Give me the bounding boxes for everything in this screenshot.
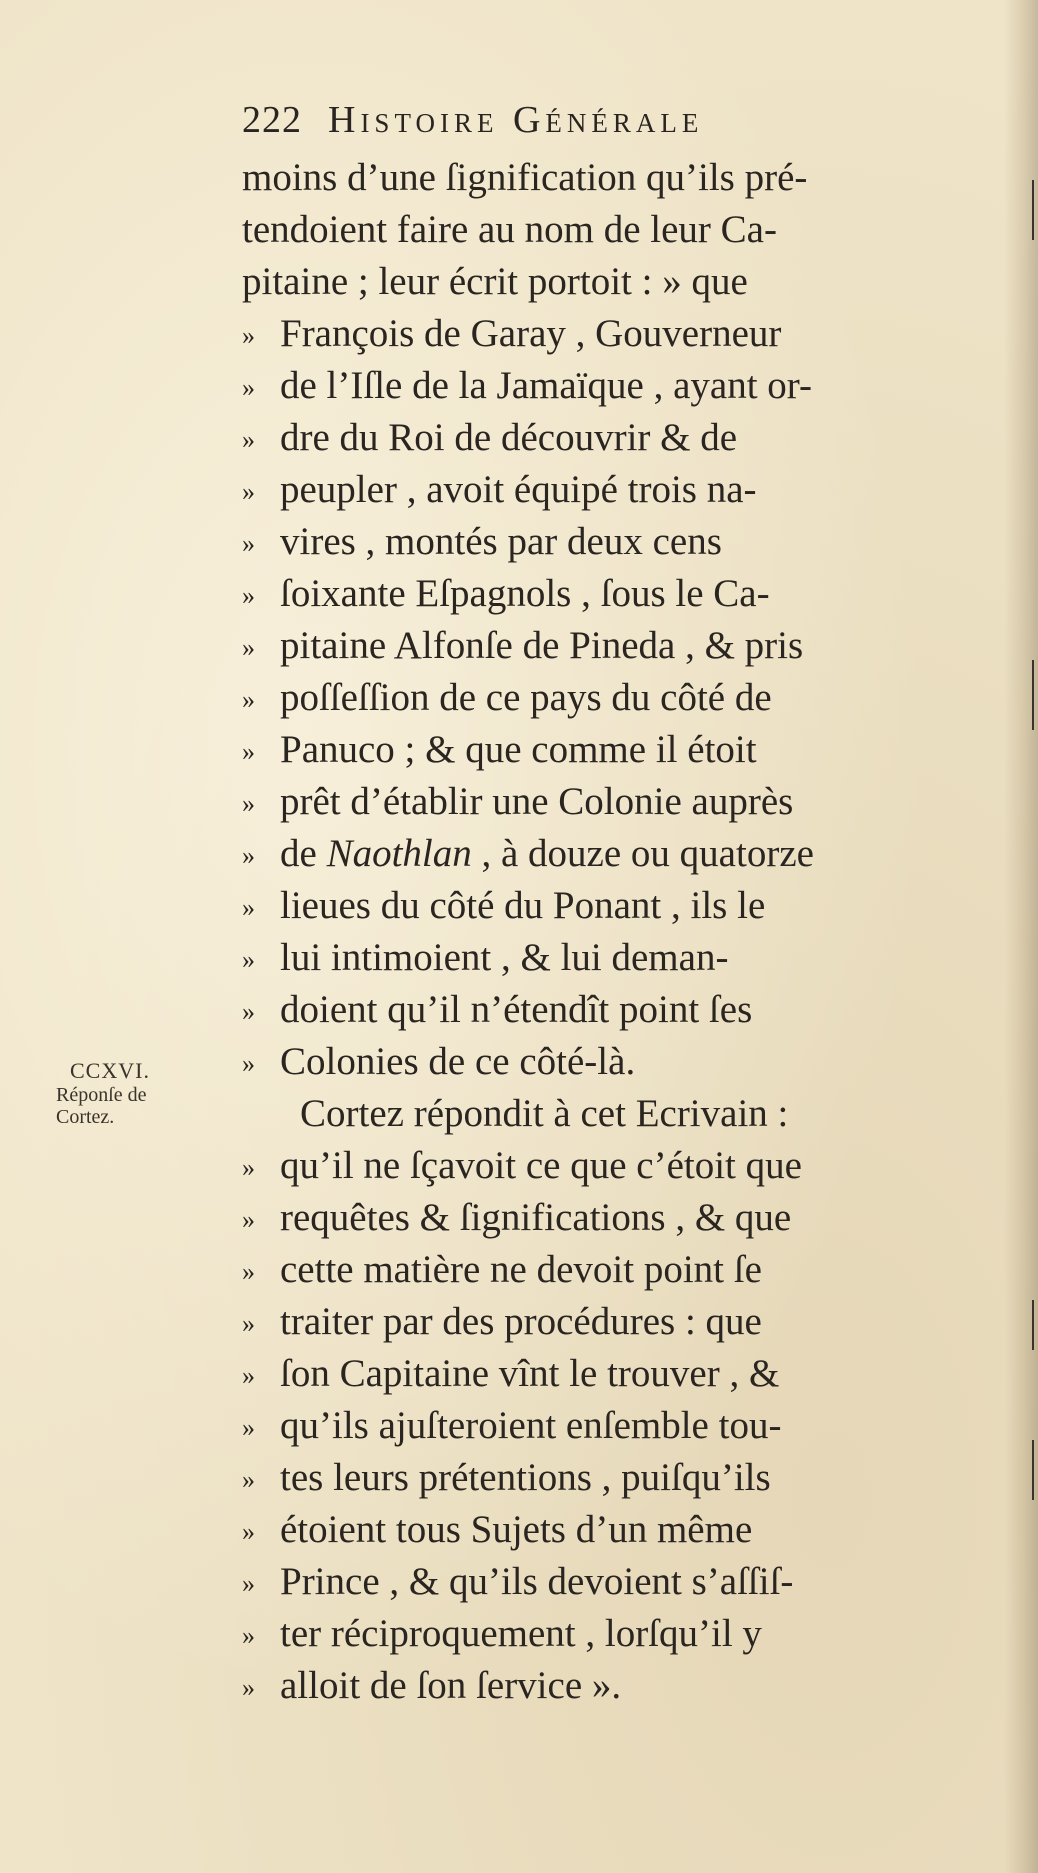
line-text: Prince , & qu’ils devoient s’aſſiſ-: [280, 1560, 794, 1603]
line-text: tes leurs prétentions , puiſqu’ils: [280, 1456, 771, 1499]
place-name: Naothlan: [326, 832, 472, 875]
quote-mark: »: [242, 1517, 255, 1546]
line-text: Colonies de ce côté-là.: [280, 1040, 636, 1083]
line-text: de l’Iſle de la Jamaïque , ayant or-: [280, 364, 812, 407]
text-line: [242, 1452, 942, 1504]
text-line: [242, 620, 942, 672]
line-text: ter réciproquement , lorſqu’il y: [280, 1612, 762, 1655]
quote-mark: »: [242, 1569, 255, 1598]
line-text: prêt d’établir une Colonie auprès: [280, 780, 794, 823]
quote-mark: »: [242, 789, 255, 818]
page-number: 222: [242, 99, 302, 141]
quote-mark: »: [242, 893, 255, 922]
quote-mark: »: [242, 321, 255, 350]
edge-mark: [1032, 1440, 1034, 1500]
edge-mark: [1032, 180, 1034, 240]
text-line: [242, 1192, 942, 1244]
quote-mark: »: [242, 737, 255, 766]
line-text: lui intimoient , & lui deman-: [280, 936, 729, 979]
quote-mark: »: [242, 529, 255, 558]
text-line: [242, 1296, 942, 1348]
quote-mark: »: [242, 1413, 255, 1442]
quote-mark: »: [242, 1309, 255, 1338]
marginal-note-line: Réponſe de: [56, 1084, 147, 1106]
marginal-note: [56, 1058, 246, 1128]
quote-mark: »: [242, 373, 255, 402]
line-text: requêtes & ſignifications , & que: [280, 1196, 792, 1239]
line-text: moins d’une ſignification qu’ils pré-: [242, 156, 808, 199]
text-line: [242, 360, 942, 412]
running-title: Histoire Générale: [328, 99, 704, 141]
text-line: [242, 204, 942, 256]
text-line: [242, 1036, 942, 1088]
running-header: [242, 98, 703, 148]
quote-mark: »: [242, 1465, 255, 1494]
text-line: [242, 1348, 942, 1400]
quote-mark: »: [242, 1361, 255, 1390]
text-line: [242, 1556, 942, 1608]
text-line: [242, 672, 942, 724]
quote-mark: »: [242, 1049, 255, 1078]
line-text: pitaine ; leur écrit portoit : » que: [242, 260, 748, 303]
text-line: [242, 724, 942, 776]
text-line: [242, 1660, 942, 1712]
body-text: [242, 152, 942, 1712]
line-text: peupler , avoit équipé trois na-: [280, 468, 757, 511]
line-text: ſoixante Eſpagnols , ſous le Ca-: [280, 572, 770, 615]
text-line: [242, 880, 942, 932]
line-text: qu’il ne ſçavoit ce que c’étoit que: [280, 1144, 802, 1187]
text-line: [242, 984, 942, 1036]
line-text: de: [280, 832, 327, 875]
quote-mark: »: [242, 1673, 255, 1702]
quote-mark: »: [242, 997, 255, 1026]
line-text: Cortez répondit à cet Ecrivain :: [300, 1092, 789, 1135]
quote-mark: »: [242, 945, 255, 974]
text-line: [242, 464, 942, 516]
edge-mark: [1032, 660, 1034, 730]
line-text: ſon Capitaine vînt le trouver , &: [280, 1352, 780, 1395]
text-line: [242, 1400, 942, 1452]
quote-mark: »: [242, 1153, 255, 1182]
line-text: vires , montés par deux cens: [280, 520, 722, 563]
quote-mark: »: [242, 633, 255, 662]
line-text: , à douze ou quatorze: [471, 832, 814, 875]
text-line: [242, 1140, 942, 1192]
quote-mark: »: [242, 581, 255, 610]
text-line: [242, 412, 942, 464]
quote-mark: »: [242, 1621, 255, 1650]
quote-mark: »: [242, 425, 255, 454]
marginal-note-line: Cortez.: [56, 1106, 115, 1128]
text-line: [242, 776, 942, 828]
quote-mark: »: [242, 1205, 255, 1234]
marginal-note-number: CCXVI.: [70, 1058, 150, 1083]
text-line: [242, 1608, 942, 1660]
text-line: [242, 1244, 942, 1296]
text-line: [242, 256, 942, 308]
text-line: [242, 932, 942, 984]
text-line: [242, 308, 942, 360]
line-text: alloit de ſon ſervice ».: [280, 1664, 622, 1707]
line-text: qu’ils ajuſteroient enſemble tou-: [280, 1404, 782, 1447]
line-text: dre du Roi de découvrir & de: [280, 416, 738, 459]
text-line: [242, 1504, 942, 1556]
line-text: doient qu’il n’étendît point ſes: [280, 988, 753, 1031]
quote-mark: »: [242, 841, 255, 870]
quote-mark: »: [242, 477, 255, 506]
quote-mark: »: [242, 685, 255, 714]
line-text: cette matière ne devoit point ſe: [280, 1248, 762, 1291]
line-text: poſſeſſion de ce pays du côté de: [280, 676, 772, 719]
line-text: Panuco ; & que comme il étoit: [280, 728, 757, 771]
text-line: [242, 152, 942, 204]
edge-mark: [1032, 1300, 1034, 1350]
text-line: [242, 828, 942, 880]
line-text: pitaine Alfonſe de Pineda , & pris: [280, 624, 804, 667]
text-line: [242, 1088, 942, 1140]
line-text: tendoient faire au nom de leur Ca-: [242, 208, 777, 251]
line-text: étoient tous Sujets d’un même: [280, 1508, 753, 1551]
text-line: [242, 516, 942, 568]
text-line: [242, 568, 942, 620]
line-text: François de Garay , Gouverneur: [280, 312, 782, 355]
line-text: lieues du côté du Ponant , ils le: [280, 884, 766, 927]
quote-mark: »: [242, 1257, 255, 1286]
line-text: traiter par des procédures : que: [280, 1300, 762, 1343]
page-edge: [1004, 0, 1038, 1873]
